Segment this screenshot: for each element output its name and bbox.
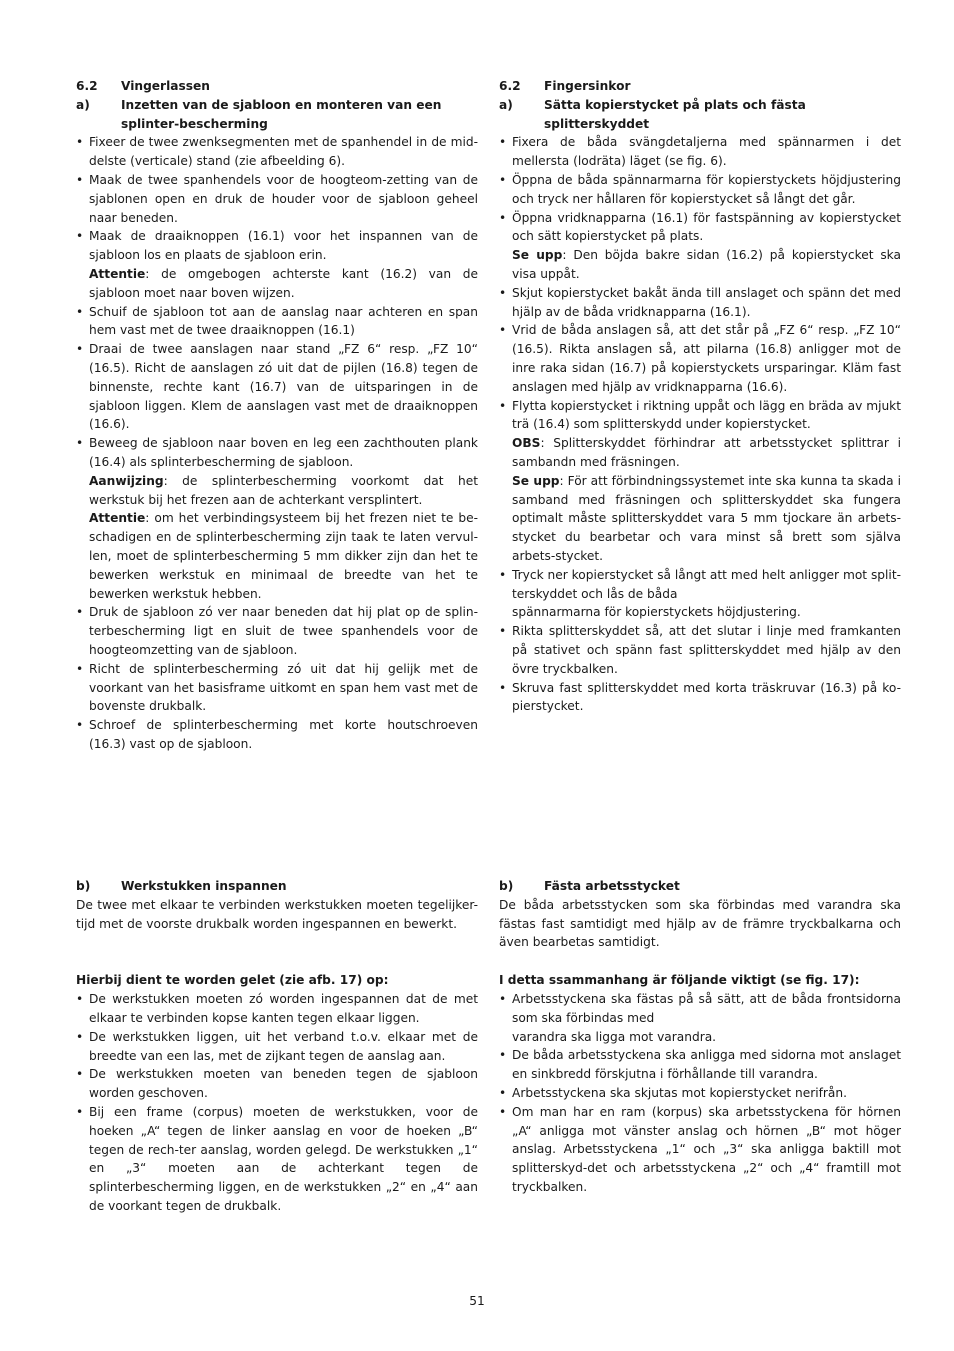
note-label: Se upp	[512, 248, 563, 263]
note-label: OBS	[512, 436, 541, 451]
list-item: • Öppna de båda spännarmarna för kopierstyckets höjdjustering och tryck ner hållaren för kopierstycket så långt det går.	[499, 171, 901, 209]
subsection-heading	[76, 877, 478, 896]
subsection-title: Werkstukken inspannen	[121, 879, 287, 893]
list-item: • Rikta splitterskyddet så, att det slutar i linje med framkanten på stativet och spänn fast splitterskyddet med hjälp av den övre tryckbalken.	[499, 622, 901, 678]
swedish-section-b	[499, 877, 901, 1197]
list-item	[76, 227, 478, 302]
note-text: : de omgebogen achterste kant (16.2) van de sjabloon moet naar boven wijzen.	[89, 266, 478, 300]
section-number: 6.2	[499, 79, 521, 93]
section-title: Vingerlassen	[121, 79, 210, 93]
list-item: • Maak de twee spanhendels voor de hoogteom-zetting van de sjablonen open en druk de houder voor de sjabloon geheel naar beneden.	[76, 171, 478, 227]
list-item: • Schuif de sjabloon tot aan de aanslag naar achteren en span hem vast met de twee draaiknoppen (16.1)	[76, 303, 478, 341]
subsection-title: Inzetten van de sjabloon en monteren van een splinter-bescherming	[121, 97, 442, 131]
subsection-title: Sätta kopierstycket på plats och fästa splitterskyddet	[544, 97, 806, 131]
list-item: • Bij een frame (corpus) moeten de werkstukken, voor de hoeken „A“ tegen de linker aanslag en voor de hoeken „B“ tegen de rech-ter aanslag, worden gelegd. De werkstukken „1“ en „3“ moeten aan de achterkant tegen de splinterbescherming liggen, en de werkstukken „2“ en „4“ aan de voorkant tegen de drukbalk.	[76, 1103, 478, 1216]
note-text: : Splitterskyddet förhindrar att arbetsstycket splittrar i sambandn med fräsningen.	[512, 436, 901, 469]
list-item-text: Maak de draaiknoppen (16.1) voor het inspannen van de sjabloon los en plaats de sjabloon erin.	[89, 229, 478, 263]
section-title: Fingersinkor	[544, 79, 631, 93]
note-attention	[89, 509, 478, 603]
intro-paragraph: De twee met elkaar te verbinden werkstukken moeten tegelijker-tijd met de voorste drukbalk worden ingespannen en bewerkt.	[76, 897, 478, 931]
section-heading	[499, 77, 901, 96]
instruction-list	[76, 133, 478, 753]
list-item: • Arbetsstyckena ska skjutas mot kopierstycket nerifrån.	[499, 1084, 901, 1103]
instruction-list	[499, 990, 901, 1197]
list-heading-text: Hierbij dient te worden gelet (zie afb. 17) op:	[76, 973, 389, 988]
spacer	[76, 933, 478, 952]
list-heading-text: I detta ssammanhang är följande viktigt (se fig. 17):	[499, 973, 860, 988]
subsection-title: Fästa arbetsstycket	[544, 879, 680, 893]
note-text: : Den böjda bakre sidan (16.2) på kopierstycket ska visa uppåt.	[512, 248, 901, 281]
list-item	[499, 397, 901, 566]
subsection-label: b)	[499, 879, 514, 893]
list-item: • De båda arbetsstyckena ska anligga med sidorna mot anslaget en sinkbredd förskjutna i förhållande till varandra.	[499, 1046, 901, 1084]
subsection-heading	[499, 96, 901, 134]
list-item: • Skruva fast splitterskyddet med korta träskruvar (16.3) på ko-pierstycket.	[499, 679, 901, 717]
swedish-section-a	[499, 77, 901, 716]
spacer	[499, 952, 901, 971]
note-label: Attentie	[89, 266, 146, 281]
list-item: • Schroef de splinterbescherming met korte houtschroeven (16.3) vast op de sjabloon.	[76, 716, 478, 754]
note-attention	[89, 265, 478, 303]
subsection-label: a)	[499, 97, 513, 112]
list-item-text: Flytta kopierstycket i riktning uppåt och lägg en bräda av mjukt trä (16.4) som splitterskydd under kopierstycket.	[512, 398, 902, 432]
subsection-label: a)	[76, 97, 90, 112]
instruction-list	[499, 133, 901, 716]
note-attention	[512, 246, 901, 284]
list-item	[499, 566, 901, 622]
list-item: • Fixeer de twee zwenksegmenten met de spanhendel in de mid-delste (verticale) stand (zie afbeelding 6).	[76, 133, 478, 171]
note-text: : de splinterbescherming voorkomt dat het werkstuk bij het frezen aan de achterkant versplintert.	[89, 473, 478, 507]
subsection-heading	[76, 96, 478, 134]
note-text: : om het verbindingsysteem bij het frezen niet te be-schadigen en de splinterbescherming zijn taak te laten vervul-len, moet de splinterbescherming 5 mm dikker zijn dan het te bewerken werkstuk en minimaal de breedte van het te bewerken werkstuk hebben.	[89, 511, 478, 601]
note-label: Attentie	[89, 511, 146, 526]
list-item: • Om man har en ram (korpus) ska arbetsstyckena för hörnen „A“ anligga mot vänster anslag och hörnen „B“ mot höger anslag. Arbetsstyckena „1“ och „3“ ska anligga baktill mot splitterskyd-det och arbetsstyckena „2“ och „4“ framtill mot tryckbalken.	[499, 1103, 901, 1197]
list-item-continuation: varandra ska ligga mot varandra.	[512, 1029, 717, 1044]
list-item-text: Tryck ner kopierstycket så långt att med helt anligger mot split-terskyddet och lås de båda	[512, 567, 901, 601]
list-item-text: Arbetsstyckena ska fästas på så sätt, att de båda frontsidorna som ska förbindas med	[512, 991, 901, 1025]
list-item: • Druk de sjabloon zó ver naar beneden dat hij plat op de splin-terbescherming ligt en sluit de twee spanhendels voor de hoogteomzetting van de sjabloon.	[76, 603, 478, 659]
list-item	[499, 209, 901, 284]
list-heading	[499, 971, 901, 990]
note-hint	[89, 472, 478, 510]
section-number: 6.2	[76, 79, 98, 93]
list-item	[76, 434, 478, 603]
list-item: • De werkstukken liggen, uit het verband t.o.v. elkaar met de breedte van een las, met de zijkant tegen de aanslag aan.	[76, 1028, 478, 1066]
subsection-label: b)	[76, 879, 91, 893]
dutch-section-a	[76, 77, 478, 754]
list-item-text: Beweeg de sjabloon naar boven en leg een zachthouten plank (16.4) als splinterbescherming de sjabloon.	[89, 436, 478, 469]
list-item: • Skjut kopierstycket bakåt ända till anslaget och spänn det med hjälp av de båda vridknapparna (16.1).	[499, 284, 901, 322]
subsection-heading	[499, 877, 901, 896]
spacer	[76, 952, 478, 971]
page-number: 51	[469, 1294, 485, 1308]
section-heading	[76, 77, 478, 96]
list-item: • De werkstukken moeten zó worden ingespannen dat de met elkaar te verbinden kopse kanten tegen elkaar liggen.	[76, 990, 478, 1028]
note-text: : För att förbindningssystemet inte ska kunna ta skada i samband med fräsningen och splitterskyddet ska fungera optimalt måste splitterskyddet vara 5 mm tjockare än arbets-stycket du bearbetar och vara minst så brett som själva arbets-stycket.	[512, 473, 901, 563]
list-item-text: Öppna vridknapparna (16.1) för fastspänning av kopierstycket och sätt kopierstycket på plats.	[512, 210, 901, 244]
note-label: Aanwijzing	[89, 473, 164, 488]
note-label: Se upp	[512, 473, 560, 488]
list-item: • Draai de twee aanslagen naar stand „FZ 6“ resp. „FZ 10“ (16.5). Richt de aanslagen zó uit dat de pijlen (16.8) tegen de binnenste, rechte kant (16.7) van de uitsparingen in de sjabloon liggen. Klem de aanslagen vast met de draaiknoppen (16.6).	[76, 340, 478, 434]
list-item: • Fixera de båda svängdetaljerna med spännarmen i det mellersta (lodräta) läget (se fig. 6).	[499, 133, 901, 171]
list-heading	[76, 971, 478, 990]
instruction-list	[76, 990, 478, 1216]
intro-paragraph: De båda arbetsstycken som ska förbindas med varandra ska fästas fast samtidigt med hjälp av de främre tryckbalkarna och även bearbetas samtidigt.	[499, 897, 901, 950]
note-attention	[512, 472, 901, 566]
list-item	[499, 990, 901, 1046]
note-obs	[512, 434, 901, 472]
list-item-continuation: spännarmarna för kopierstyckets höjdjustering.	[512, 605, 801, 620]
list-item: • Vrid de båda anslagen så, att det står på „FZ 6“ resp. „FZ 10“ (16.5). Rikta anslagen så, att pilarna (16.8) anligger mot de inre raka sidan (16.7) på kopierstyckets ursparingar. Kläm fast anslagen med hjälp av vridknapparna (16.6).	[499, 321, 901, 396]
dutch-section-b	[76, 877, 478, 1216]
list-item: • Richt de splinterbescherming zó uit dat hij gelijk met de voorkant van het basisframe uitkomt en span hem vast met de bovenste drukbalk.	[76, 660, 478, 716]
list-item: • De werkstukken moeten van beneden tegen de sjabloon worden geschoven.	[76, 1065, 478, 1103]
